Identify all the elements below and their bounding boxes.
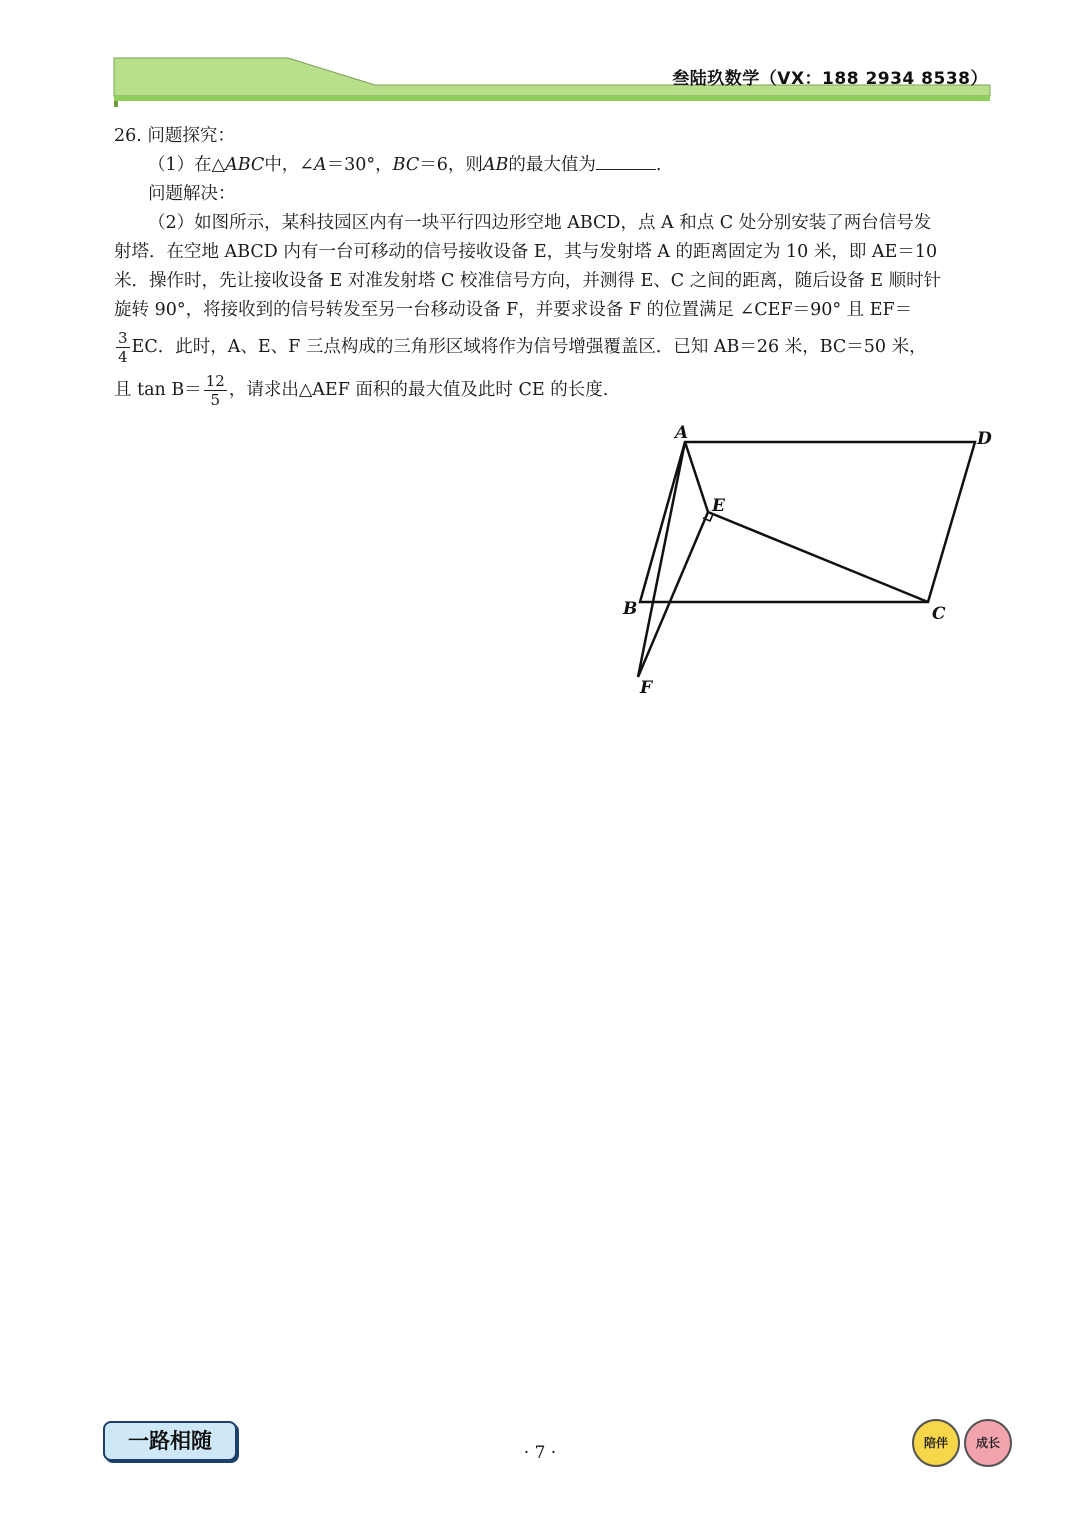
- problem-title: 26. 问题探究：: [114, 126, 235, 146]
- part1-text-a: （1）在△: [148, 155, 226, 175]
- problem-content: [114, 122, 994, 409]
- part2-line5-wrap: [114, 329, 994, 366]
- part2-line5: EC．此时，A、E、F 三点构成的三角形区域将作为信号增强覆盖区．已知 AB＝26 米，BC＝50 米，: [131, 337, 927, 357]
- frac2-den: 5: [210, 391, 221, 409]
- segment-ec: [708, 512, 928, 602]
- subtitle: 问题解决：: [148, 184, 236, 204]
- part2-line1: （2）如图所示，某科技园区内有一块平行四边形空地 ABCD，点 A 和点 C 处分别安装了两台信号发: [148, 213, 932, 233]
- label-f: F: [640, 678, 653, 698]
- part2-line6-a: 且 tan B＝: [114, 380, 202, 400]
- part2-line6-b: ，请求出△AEF 面积的最大值及此时 CE 的长度.: [228, 380, 609, 400]
- part1-end: .: [655, 155, 662, 175]
- segment-ef: [638, 512, 708, 677]
- fraction-12-5: [204, 372, 227, 409]
- part1-text-e: 的最大值为: [508, 155, 596, 175]
- fraction-3-4: [116, 329, 130, 366]
- footer-motto: 一路相随: [103, 1421, 237, 1461]
- part2-line4: 旋转 90°，将接收到的信号转发至另一台移动设备 F，并要求设备 F 的位置满足 ∠CEF＝90° 且 EF＝: [114, 300, 913, 320]
- part1-text-b: 中，∠: [264, 155, 314, 175]
- part2-line6-wrap: [114, 372, 994, 409]
- parallelogram-abcd: [640, 442, 975, 602]
- frac1-den: 4: [118, 348, 128, 366]
- part2-line3: 米．操作时，先让接收设备 E 对准发射塔 C 校准信号方向，并测得 E、C 之间的距离，随后设备 E 顺时针: [114, 271, 942, 291]
- answer-blank[interactable]: [596, 151, 656, 170]
- geometry-figure: [600, 415, 1020, 705]
- frac1-num: 3: [118, 329, 128, 347]
- label-b: B: [623, 599, 638, 619]
- header-banner: [0, 0, 1080, 110]
- page-number: · 7 ·: [523, 1443, 557, 1463]
- header-brand: 叁陆玖数学（VX：188 2934 8538）: [672, 69, 988, 89]
- part1-angle-a: A: [313, 155, 327, 175]
- frac2-num: 12: [205, 372, 225, 390]
- label-d: D: [977, 429, 992, 449]
- label-a: A: [675, 423, 689, 443]
- badge-growth: 成长: [964, 1419, 1012, 1467]
- part1-abc: ABC: [225, 155, 265, 175]
- part1-text-d: ＝6，则: [419, 155, 483, 175]
- part1-line: [114, 151, 994, 180]
- badge-companion: 陪伴: [912, 1419, 960, 1467]
- label-e: E: [712, 496, 725, 516]
- part1-ab: AB: [482, 155, 509, 175]
- header-tick: [114, 101, 118, 107]
- header-stripe: [114, 96, 990, 101]
- segment-ae: [685, 442, 708, 512]
- part1-bc: BC: [392, 155, 420, 175]
- part1-text-c: ＝30°，: [326, 155, 393, 175]
- segment-af: [638, 442, 685, 677]
- label-c: C: [932, 604, 946, 624]
- part2-line2: 射塔．在空地 ABCD 内有一台可移动的信号接收设备 E，其与发射塔 A 的距离固定为 10 米，即 AE＝10: [114, 242, 938, 262]
